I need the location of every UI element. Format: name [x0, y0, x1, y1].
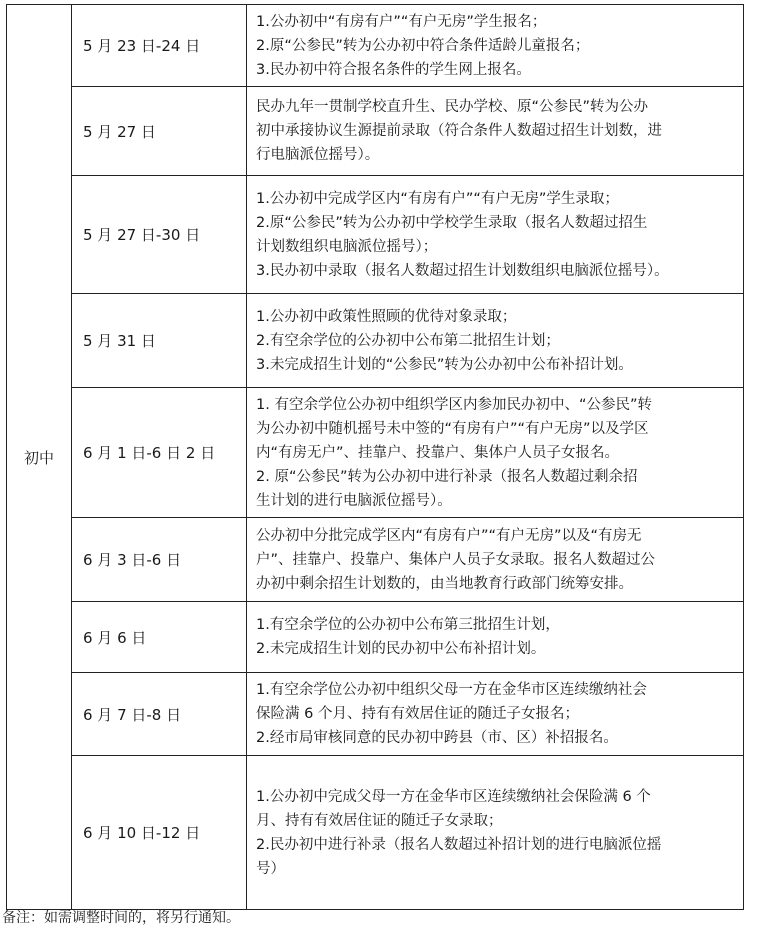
- content-cell: [247, 602, 744, 673]
- content-cell: [247, 388, 744, 518]
- content-line: 3.民办初中符合报名条件的学生网上报名。: [256, 61, 531, 78]
- content-line: 计划数组织电脑派位摇号）；: [256, 238, 438, 255]
- table-row: [7, 5, 744, 87]
- date-cell: 5 月 23 日-24 日: [72, 5, 247, 87]
- table-row: [7, 294, 744, 388]
- content-line: 办初中剩余招生计划数的，由当地教育行政部门统筹安排。: [256, 575, 633, 592]
- content-line: 户”、挂靠户、投靠户、集体户人员子女录取。报名人数超过公: [256, 551, 656, 568]
- date-cell: 6 月 7 日-8 日: [72, 673, 247, 756]
- content-line: 初中承接协议生源提前录取（符合条件人数超过招生计划数，进: [256, 123, 662, 139]
- content-line: 1.有空余学位的公办初中公布第三批招生计划，: [256, 617, 560, 633]
- content-line: 2.经市局审核同意的民办初中跨县（市、区）补招报名。: [256, 730, 618, 746]
- content-cell: [247, 518, 744, 602]
- content-cell: [247, 5, 744, 87]
- content-line: 保险满 6 个月、持有有效居住证的随迁子女报名；: [256, 706, 579, 722]
- table-row: [7, 87, 744, 176]
- content-line: 2.原“公参民”转为公办初中符合条件适龄儿童报名；: [256, 37, 590, 54]
- content-line: 2.原“公参民”转为公办初中学校学生录取（报名人数超过招生: [256, 214, 648, 231]
- content-line: 内“有房无户”、挂靠户、投靠户、集体户人员子女报名。: [256, 444, 620, 461]
- content-line: 2. 原“公参民”转为公办初中进行补录（报名人数超过剩余招: [256, 468, 638, 485]
- content-line: 1.公办初中完成学区内“有房有户”“有户无房”学生录取；: [256, 190, 619, 207]
- content-line: 1. 有空余学位公办初中组织学区内参加民办初中、“公参民”转: [256, 396, 652, 413]
- footnote: 备注：如需调整时间的，将另行通知。: [2, 910, 240, 926]
- content-line: 行电脑派位摇号）。: [256, 147, 380, 163]
- content-line: 生计划的进行电脑派位摇号）。: [256, 492, 452, 509]
- content-cell: [247, 87, 744, 176]
- table-row: [7, 673, 744, 756]
- stage-cell: 初中: [7, 5, 72, 910]
- content-line: 2.民办初中进行补录（报名人数超过补招计划的进行电脑派位摇: [256, 836, 662, 853]
- date-cell: 5 月 31 日: [72, 294, 247, 388]
- content-cell: [247, 673, 744, 756]
- table-row: [7, 518, 744, 602]
- content-line: 1.公办初中政策性照顾的优待对象录取；: [256, 308, 517, 325]
- content-line: 3.未完成招生计划的“公参民”转为公办初中公布补招计划。: [256, 356, 633, 373]
- content-line: 公办初中分批完成学区内“有房有户”“有户无房”以及“有房无: [256, 527, 642, 544]
- content-cell: [247, 176, 744, 294]
- content-line: 号）: [256, 860, 285, 877]
- date-cell: 6 月 10 日-12 日: [72, 756, 247, 910]
- date-cell: 6 月 1 日-6 日 2 日: [72, 388, 247, 518]
- content-cell: [247, 294, 744, 388]
- content-line: 为公办初中随机摇号未中签的“有房有户”“有户无房”以及学区: [256, 420, 649, 437]
- date-cell: 6 月 6 日: [72, 602, 247, 673]
- content-line: 2.有空余学位的公办初中公布第二批招生计划；: [256, 332, 560, 349]
- content-cell: [247, 756, 744, 910]
- content-line: 1.公办初中完成父母一方在金华市区连续缴纳社会保险满 6 个: [256, 788, 651, 805]
- table-row: [7, 176, 744, 294]
- content-line: 月、持有有效居住证的随迁子女录取；: [256, 812, 503, 829]
- table-row: [7, 388, 744, 518]
- content-line: 3.民办初中录取（报名人数超过招生计划数组织电脑派位摇号）。: [256, 262, 669, 279]
- date-cell: 5 月 27 日: [72, 87, 247, 176]
- content-line: 民办九年一贯制学校直升生、民办学校、原“公参民”转为公办: [256, 99, 649, 115]
- content-line: 1.有空余学位公办初中组织父母一方在金华市区连续缴纳社会: [256, 682, 647, 698]
- admission-schedule-table: [6, 4, 744, 910]
- content-line: 1.公办初中“有房有户”“有户无房”学生报名；: [256, 13, 547, 30]
- table-row: [7, 602, 744, 673]
- date-cell: 5 月 27 日-30 日: [72, 176, 247, 294]
- table-row: [7, 756, 744, 910]
- content-line: 2.未完成招生计划的民办初中公布补招计划。: [256, 641, 546, 657]
- date-cell: 6 月 3 日-6 日: [72, 518, 247, 602]
